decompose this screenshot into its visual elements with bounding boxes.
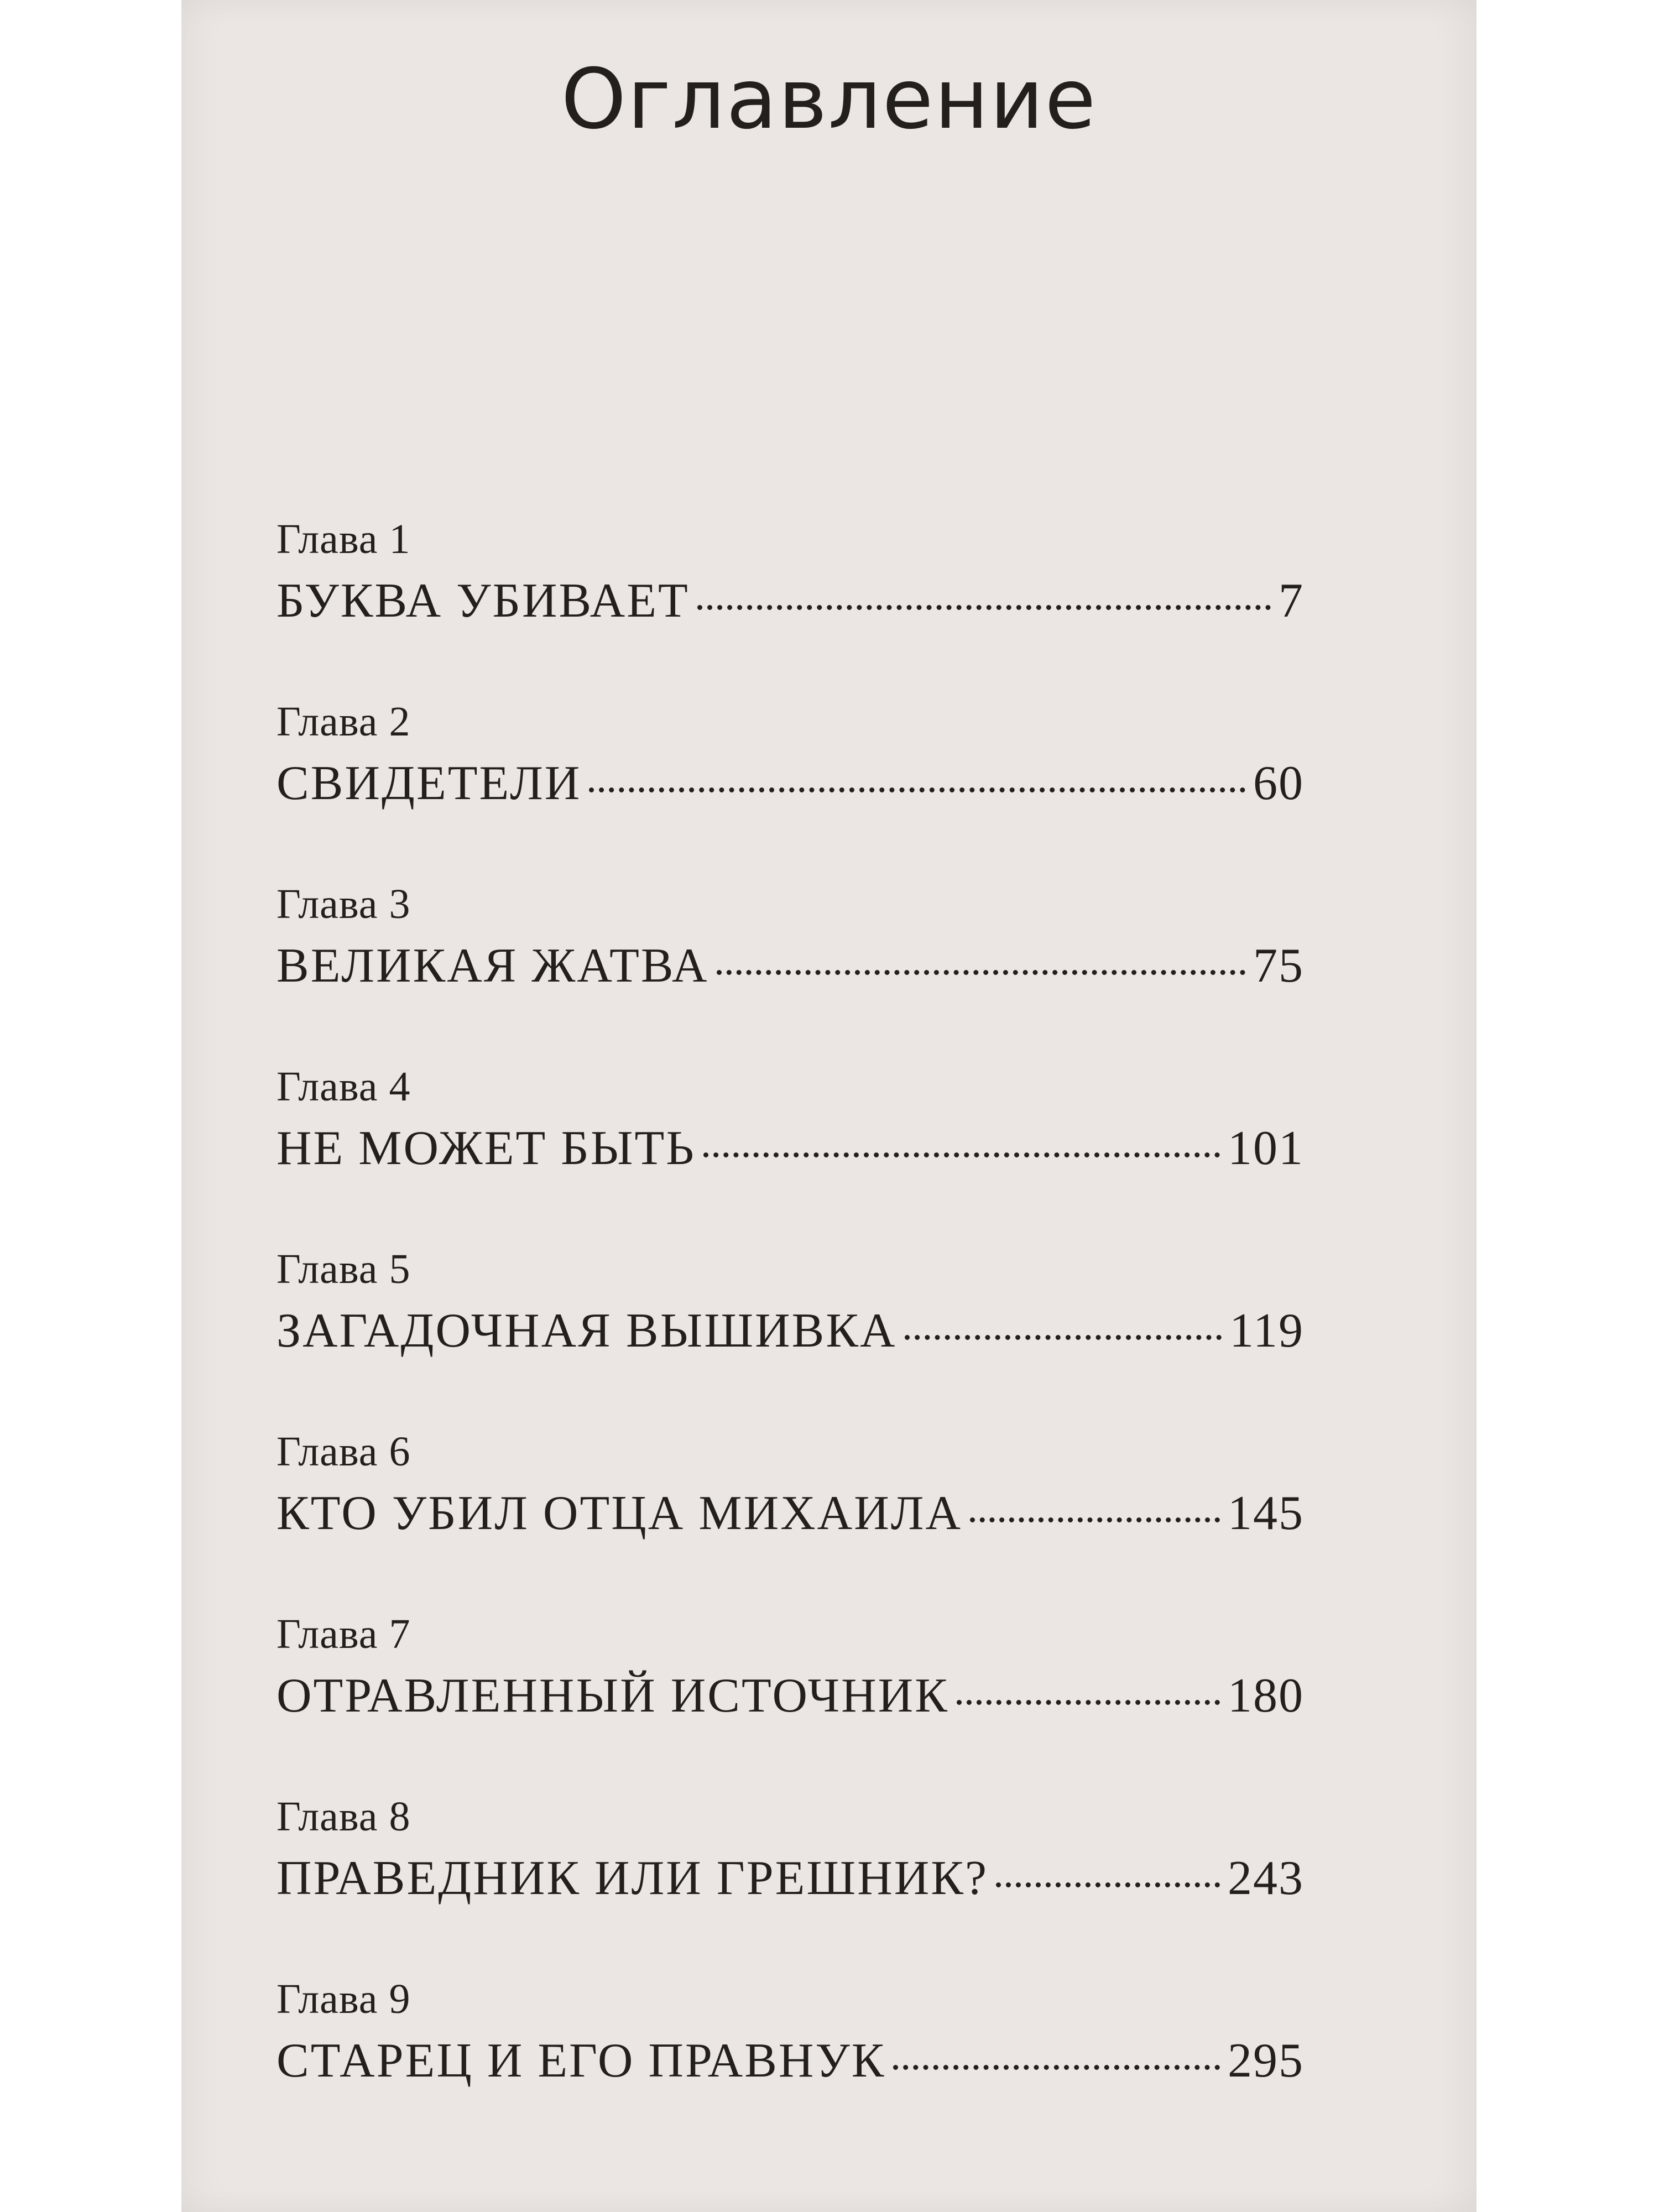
table-of-contents <box>276 514 1304 2157</box>
dot-leader <box>697 605 1271 610</box>
page-number: 145 <box>1228 1486 1304 1540</box>
book-page <box>181 0 1477 2212</box>
chapter-title: СВИДЕТЕЛИ <box>276 757 582 810</box>
chapter-title: СТАРЕЦ И ЕГО ПРАВНУК <box>276 2034 886 2088</box>
chapter-line <box>276 2031 1304 2091</box>
chapter-title: КТО УБИЛ ОТЦА МИХАИЛА <box>276 1486 962 1540</box>
dot-leader <box>893 2065 1220 2070</box>
toc-entry <box>276 1062 1304 1244</box>
dot-leader <box>970 1517 1220 1522</box>
chapter-number: Глава 2 <box>276 698 411 745</box>
page-number: 119 <box>1229 1304 1304 1358</box>
chapter-title: НЕ МОЖЕТ БЫТЬ <box>276 1121 696 1175</box>
dot-leader <box>717 970 1245 975</box>
toc-entry <box>276 1609 1304 1792</box>
chapter-title: ОТРАВЛЕННЫЙ ИСТОЧНИК <box>276 1669 949 1723</box>
chapter-line <box>276 1666 1304 1726</box>
toc-entry <box>276 514 1304 697</box>
page-number: 295 <box>1228 2034 1304 2088</box>
chapter-title: БУКВА УБИВАЕТ <box>276 574 690 628</box>
chapter-number: Глава 8 <box>276 1793 411 1840</box>
chapter-number: Глава 7 <box>276 1611 411 1657</box>
page-number: 75 <box>1253 939 1304 993</box>
dot-leader <box>957 1700 1220 1705</box>
page-number: 60 <box>1253 757 1304 810</box>
chapter-line <box>276 1848 1304 1909</box>
page-number: 101 <box>1228 1121 1304 1175</box>
chapter-line <box>276 1301 1304 1361</box>
dot-leader <box>703 1152 1220 1157</box>
toc-entry <box>276 1974 1304 2157</box>
chapter-title: ЗАГАДОЧНАЯ ВЫШИВКА <box>276 1304 897 1358</box>
chapter-number: Глава 5 <box>276 1246 411 1292</box>
dot-leader <box>905 1335 1222 1340</box>
chapter-line <box>276 1483 1304 1544</box>
chapter-line <box>276 936 1304 997</box>
dot-leader <box>589 787 1245 792</box>
chapter-number: Глава 9 <box>276 1976 411 2022</box>
page-number: 7 <box>1279 574 1304 628</box>
page-title: Оглавление <box>561 51 1097 148</box>
chapter-number: Глава 4 <box>276 1063 411 1110</box>
chapter-line <box>276 571 1304 632</box>
chapter-title: ПРАВЕДНИК ИЛИ ГРЕШНИК? <box>276 1851 989 1905</box>
page-number: 180 <box>1228 1669 1304 1723</box>
chapter-number: Глава 6 <box>276 1428 411 1475</box>
dot-leader <box>996 1882 1220 1887</box>
chapter-line <box>276 1118 1304 1179</box>
toc-entry <box>276 697 1304 879</box>
toc-entry <box>276 1244 1304 1427</box>
toc-entry <box>276 1792 1304 1974</box>
toc-entry <box>276 1427 1304 1609</box>
chapter-number: Глава 1 <box>276 516 411 562</box>
chapter-line <box>276 753 1304 814</box>
toc-entry <box>276 879 1304 1062</box>
page-number: 243 <box>1228 1851 1304 1905</box>
chapter-number: Глава 3 <box>276 881 411 927</box>
chapter-title: ВЕЛИКАЯ ЖАТВА <box>276 939 709 993</box>
